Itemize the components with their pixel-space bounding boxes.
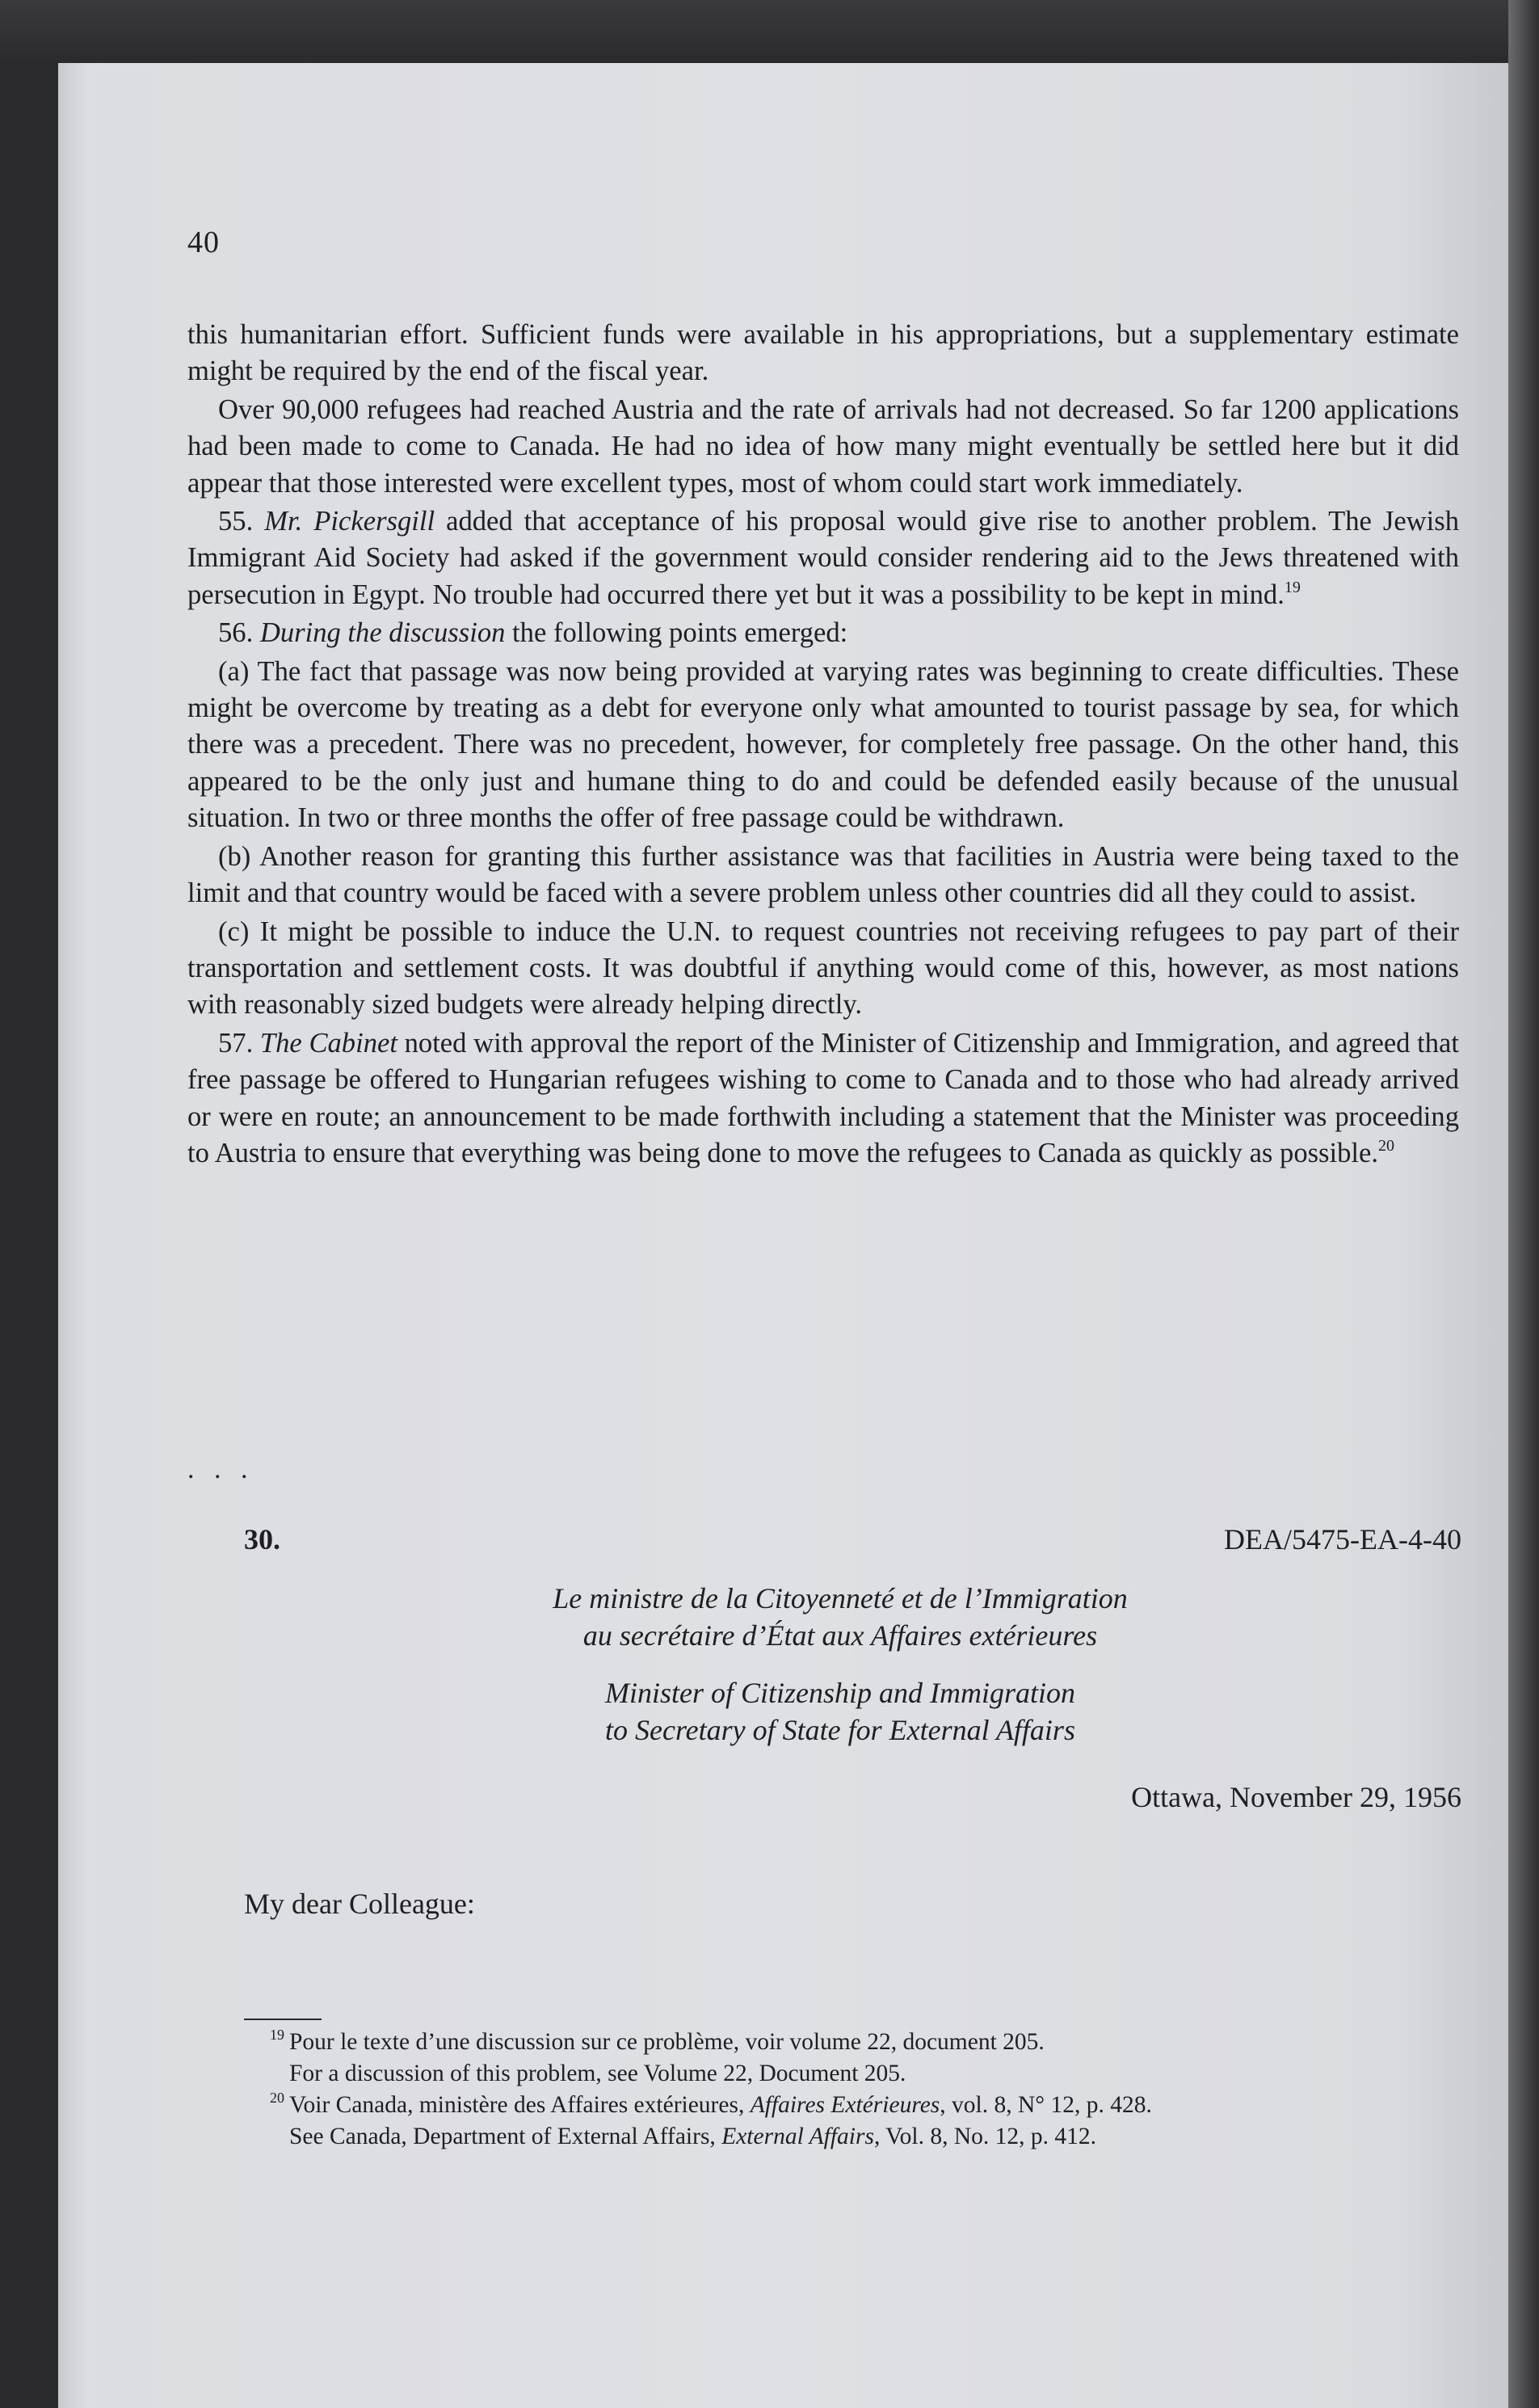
heading-english: Minister of Citizenship and Immigration to Secretary of State for External Affairs — [604, 1677, 1075, 1746]
heading-french: Le ministre de la Citoyenneté et de l’Immigration au secrétaire d’État aux Affaires extérieures — [553, 1582, 1128, 1652]
scanner-background — [0, 0, 1539, 65]
cabinet-label: The Cabinet — [259, 1027, 397, 1059]
point-a: (a) The fact that passage was now being provided at varying rates was beginning to create difficulties. These might be overcome by treating as a debt for everyone only what amounted to tourist passage by sea, for which there was a precedent. There was no precedent, however, for completely free passage. On the other hand, this appeared to be the only just and humane thing to do and could be defended easily because of the unusual situation. In two or three months the offer of free passage could be withdrawn. — [187, 655, 1459, 834]
paragraph: Over 90,000 refugees had reached Austria and the rate of arrivals had not decreased. So far 1200 applications had been made to come to Canada. He had no idea of how many might eventually be settled here but it did appear that those interested were excellent types, most of whom could start work immediately. — [187, 394, 1459, 499]
paragraph-56: 56. During the discussion the following points emerged: — [218, 617, 848, 649]
paragraph: this humanitarian effort. Sufficient funds were available in his appropriations, but a supplementary estimate might be required by the end of the fiscal year. — [187, 319, 1459, 387]
footnote-ref-20: 20 — [1378, 1136, 1395, 1155]
page-edge-shadow — [1508, 0, 1539, 2408]
ellipsis: . . . — [187, 1454, 254, 1484]
paragraph-57: 57. The Cabinet noted with approval the report of the Minister of Citizenship and Immigration, and agreed that free passage be offered to Hungarian refugees wishing to come to Canada and to those who had already arrived or were en route; an announcement to be made forthwith including a statement that the Minister was proceeding to Austria to ensure that everything was being done to move the refugees to Canada as quickly as possible.$^{20}$ — [187, 1027, 1459, 1168]
discussion-label: During the discussion — [259, 617, 506, 649]
footnote-20: $^{20}$ Voir Canada, ministère des Affaires extérieures, Affaires Extérieures, vol. 8, N° 12, p. 428. — [270, 2090, 1152, 2118]
point-b: (b) Another reason for granting this further assistance was that facilities in Austria were being taxed to the limit and that country would be faced with a severe problem unless other countries did all they could to assist. — [187, 840, 1459, 909]
footnote-20-english: See Canada, Department of External Affairs, External Affairs, Vol. 8, No. 12, p. 412. — [289, 2124, 1097, 2149]
footnotes — [244, 2027, 1375, 2153]
footnote-ref-19: 19 — [1284, 578, 1301, 596]
page-number: 40 — [187, 225, 220, 259]
file-reference: DEA/5475-EA-4-40 — [1224, 1523, 1461, 1556]
paragraph-55: 55. Mr. Pickersgill added that acceptance of his proposal would give rise to another problem. The Jewish Immigrant Aid Society had asked if the government would consider rendering aid to the Jews threatened with persecution in Egypt. No trouble had occurred there yet but it was a possibility to be kept in mind.$^{19}$ — [187, 506, 1459, 610]
footnote-19: $^{19}$ Pour le texte d’une discussion sur ce problème, voir volume 22, document 205. — [270, 2027, 1045, 2055]
point-c: (c) It might be possible to induce the U.N. to request countries not receiving refugees to pay part of their transportation and settlement costs. It was doubtful if anything would come of this, however, as most nations with reasonably sized budgets were already helping directly. — [187, 916, 1459, 1021]
speaker-name: Mr. Pickersgill — [264, 506, 435, 537]
footnote-divider — [244, 2019, 322, 2020]
body-text — [187, 317, 1459, 1172]
dateline: Ottawa, November 29, 1956 — [1131, 1781, 1461, 1813]
salutation: My dear Colleague: — [244, 1888, 475, 1920]
footnote-19-english: For a discussion of this problem, see Volume 22, Document 205. — [289, 2061, 906, 2086]
document-number: 30. — [244, 1523, 280, 1556]
